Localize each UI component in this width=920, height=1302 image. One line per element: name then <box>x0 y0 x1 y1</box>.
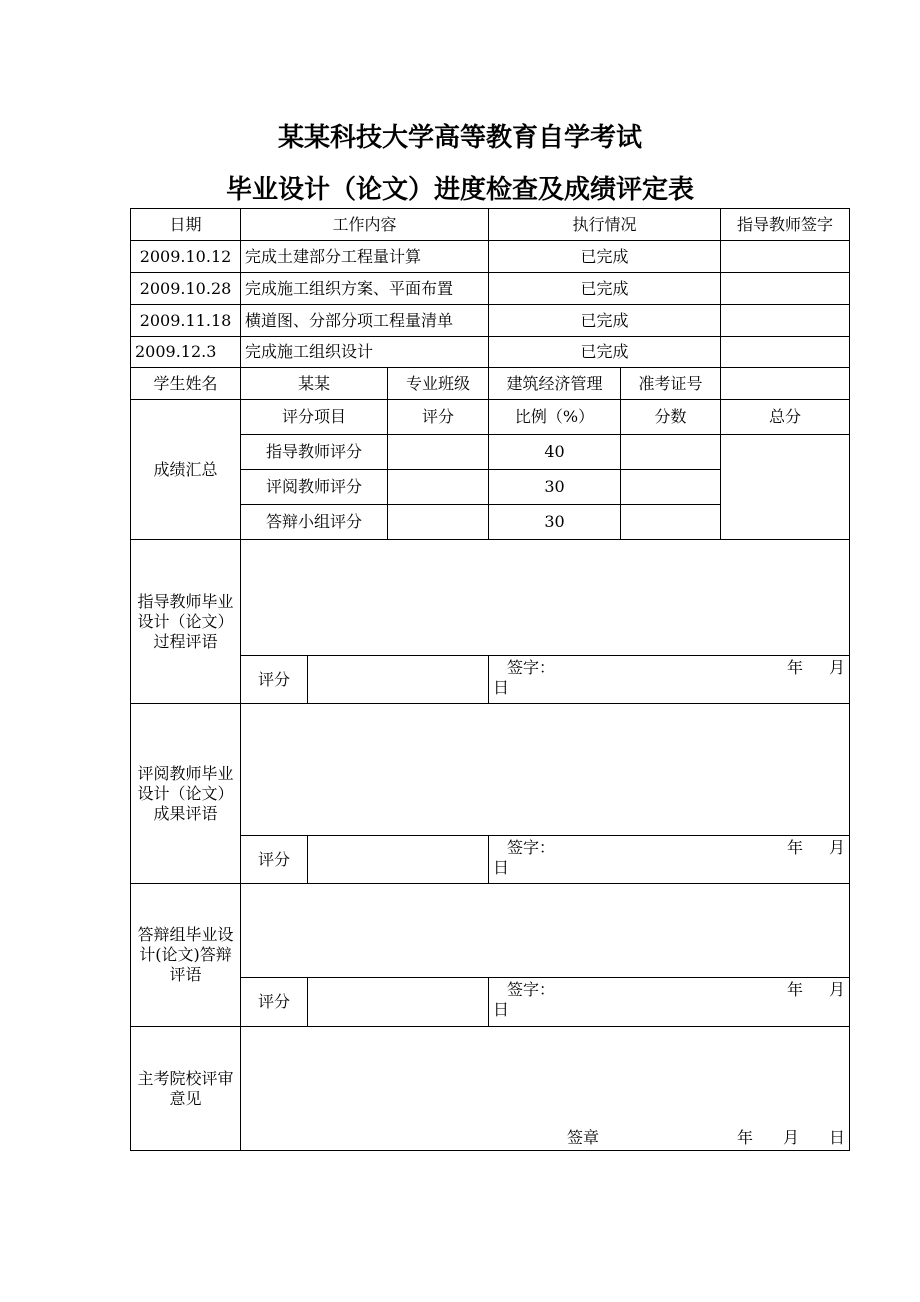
progress-status: 已完成 <box>489 241 721 273</box>
year-label: 年 <box>787 838 804 857</box>
progress-header-row <box>131 209 850 241</box>
progress-row <box>131 305 850 337</box>
progress-status: 已完成 <box>489 337 721 368</box>
supervisor-comment-area[interactable] <box>241 540 850 656</box>
month-label: 月 <box>829 658 846 677</box>
day-label: 日 <box>829 1128 846 1147</box>
major-class: 建筑经济管理 <box>489 368 621 400</box>
supervisor-comment-label: 指导教师毕业设计（论文）过程评语 <box>131 540 241 704</box>
review-opinion-area[interactable] <box>241 1027 850 1151</box>
reviewer-score-field[interactable] <box>308 836 489 884</box>
header-work-content: 工作内容 <box>241 209 489 241</box>
defense-signature-area[interactable] <box>489 978 850 1027</box>
reviewer-comment-area[interactable] <box>241 704 850 836</box>
reviewer-signature-area[interactable] <box>489 836 850 884</box>
progress-date: 2009.10.28 <box>131 273 241 305</box>
progress-grade-form <box>130 208 850 1151</box>
grade-total-cell[interactable] <box>721 435 850 540</box>
grade-ratio: 30 <box>489 470 621 505</box>
progress-content: 横道图、分部分项工程量清单 <box>241 305 489 337</box>
year-label: 年 <box>787 980 804 999</box>
grade-header-points: 分数 <box>621 400 721 435</box>
sign-label: 签字： <box>507 980 556 999</box>
progress-signature-cell[interactable] <box>721 305 850 337</box>
reviewer-comment-row <box>131 704 850 836</box>
progress-content: 完成施工组织方案、平面布置 <box>241 273 489 305</box>
year-label: 年 <box>787 658 804 677</box>
review-row <box>131 1027 850 1151</box>
grade-ratio: 40 <box>489 435 621 470</box>
supervisor-comment-row <box>131 540 850 656</box>
progress-signature-cell[interactable] <box>721 337 850 368</box>
grade-header-total: 总分 <box>721 400 850 435</box>
day-label: 日 <box>493 858 510 877</box>
defense-comment-label: 答辩组毕业设计(论文)答辩评语 <box>131 884 241 1027</box>
exam-id-label: 准考证号 <box>621 368 721 400</box>
defense-score-field[interactable] <box>308 978 489 1027</box>
student-info-row <box>131 368 850 400</box>
progress-date: 2009.10.12 <box>131 241 241 273</box>
student-name-label: 学生姓名 <box>131 368 241 400</box>
grade-header-row <box>131 400 850 435</box>
month-label: 月 <box>829 980 846 999</box>
progress-status: 已完成 <box>489 273 721 305</box>
progress-content: 完成土建部分工程量计算 <box>241 241 489 273</box>
grade-points-cell[interactable] <box>621 505 721 540</box>
grade-points-cell[interactable] <box>621 470 721 505</box>
grade-header-score: 评分 <box>388 400 489 435</box>
grade-score-cell[interactable] <box>388 435 489 470</box>
grade-header-item: 评分项目 <box>241 400 388 435</box>
major-class-label: 专业班级 <box>388 368 489 400</box>
score-label: 评分 <box>241 978 308 1027</box>
header-teacher-signature: 指导教师签字 <box>721 209 850 241</box>
grade-score-cell[interactable] <box>388 505 489 540</box>
sign-label: 签字： <box>507 838 556 857</box>
grade-summary-label: 成绩汇总 <box>131 400 241 540</box>
grade-score-cell[interactable] <box>388 470 489 505</box>
progress-date: 2009.12.3 <box>131 337 241 368</box>
defense-comment-row <box>131 884 850 978</box>
progress-content: 完成施工组织设计 <box>241 337 489 368</box>
month-label: 月 <box>783 1128 800 1147</box>
student-name: 某某 <box>241 368 388 400</box>
progress-row <box>131 337 850 368</box>
exam-id-field[interactable] <box>721 368 850 400</box>
review-label: 主考院校评审意见 <box>131 1027 241 1151</box>
day-label: 日 <box>493 678 510 697</box>
progress-signature-cell[interactable] <box>721 241 850 273</box>
score-label: 评分 <box>241 836 308 884</box>
defense-comment-area[interactable] <box>241 884 850 978</box>
progress-date: 2009.11.18 <box>131 305 241 337</box>
sign-label: 签字： <box>507 658 556 677</box>
stamp-label: 签章 <box>567 1128 600 1147</box>
title-line-1: 某某科技大学高等教育自学考试 <box>277 123 642 153</box>
month-label: 月 <box>829 838 846 857</box>
year-label: 年 <box>737 1128 754 1147</box>
supervisor-signature-area[interactable] <box>489 656 850 704</box>
header-date: 日期 <box>131 209 241 241</box>
reviewer-comment-label: 评阅教师毕业设计（论文）成果评语 <box>131 704 241 884</box>
grade-item: 指导教师评分 <box>241 435 388 470</box>
progress-row <box>131 241 850 273</box>
progress-row <box>131 273 850 305</box>
grade-item: 评阅教师评分 <box>241 470 388 505</box>
title-line-2: 毕业设计（论文）进度检查及成绩评定表 <box>225 175 694 205</box>
header-execution-status: 执行情况 <box>489 209 721 241</box>
grade-ratio: 30 <box>489 505 621 540</box>
grade-points-cell[interactable] <box>621 435 721 470</box>
grade-header-ratio: 比例（%） <box>489 400 621 435</box>
grade-item: 答辩小组评分 <box>241 505 388 540</box>
progress-status: 已完成 <box>489 305 721 337</box>
progress-signature-cell[interactable] <box>721 273 850 305</box>
supervisor-score-field[interactable] <box>308 656 489 704</box>
day-label: 日 <box>493 1000 510 1019</box>
score-label: 评分 <box>241 656 308 704</box>
